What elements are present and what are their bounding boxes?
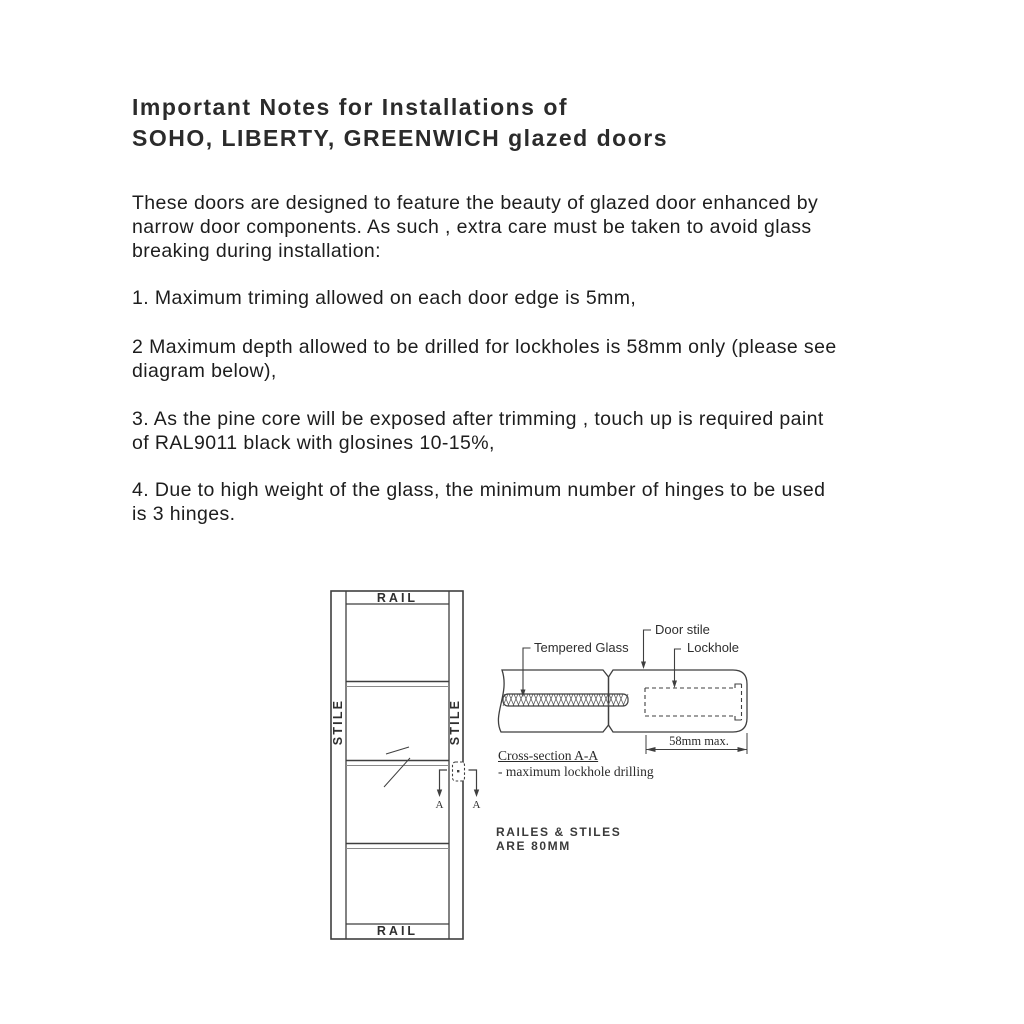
rails-stiles-footnote (496, 826, 621, 853)
section-a-label-left: A (435, 799, 444, 811)
stile-right-label: STILE (448, 698, 462, 746)
rail-bottom-label: RAIL (376, 924, 419, 938)
note-2-line-2: diagram below), (132, 360, 277, 382)
intro-line-3: breaking during installation: (132, 240, 381, 262)
tempered-glass-leader (523, 648, 531, 690)
note-3-line-1: 3. As the pine core will be exposed after trimming , touch up is required paint (132, 408, 824, 430)
door-elevation (331, 591, 479, 939)
note-1-line-1: 1. Maximum triming allowed on each door edge is 5mm, (132, 287, 637, 309)
footnote-line-1: RAILES & STILES (496, 825, 622, 839)
note-2-line-1: 2 Maximum depth allowed to be drilled for lockholes is 58mm only (please see (132, 336, 837, 358)
page-title-line2: SOHO, LIBERTY, GREENWICH glazed doors (132, 125, 668, 151)
mid-rail-lines (346, 682, 449, 849)
intro-line-1: These doors are designed to feature the beauty of glazed door enhanced by (132, 192, 819, 214)
stile-outline (609, 670, 748, 732)
rail-top-label: RAIL (376, 590, 419, 605)
footnote-line-2: ARE 80MM (496, 838, 571, 853)
intro-line-2: narrow door components. As such , extra care must be taken to avoid glass (132, 216, 812, 238)
dimension-label: 58mm max. (669, 734, 729, 748)
lockhole-leader (675, 649, 682, 681)
page-title-line1: Important Notes for Installations of (132, 94, 569, 120)
note-3-line-2: of RAL9011 black with glosines 10-15%, (132, 432, 495, 454)
cross-section-caption-title: Cross-section A-A (498, 748, 599, 763)
door-stile-label: Door stile (655, 621, 710, 637)
tempered-glass-strip (503, 694, 628, 706)
section-a-label-right: A (472, 799, 481, 811)
door-stile-leader (644, 630, 652, 662)
stile-left-label: STILE (330, 698, 345, 746)
tempered-glass-label: Tempered Glass (534, 640, 629, 655)
section-arrow-left (437, 790, 442, 798)
section-arrow-right (474, 790, 479, 798)
glass-symbol (384, 747, 410, 787)
cross-section-caption-subtitle: - maximum lockhole drilling (498, 764, 654, 779)
lockhole-label: Lockhole (687, 640, 740, 655)
lockhole-marker (453, 762, 465, 781)
note-4-line-2: is 3 hinges. (132, 503, 236, 525)
note-4-line-1: 4. Due to high weight of the glass, the minimum number of hinges to be used (132, 479, 826, 501)
lockhole-dashed-outline (645, 684, 742, 720)
